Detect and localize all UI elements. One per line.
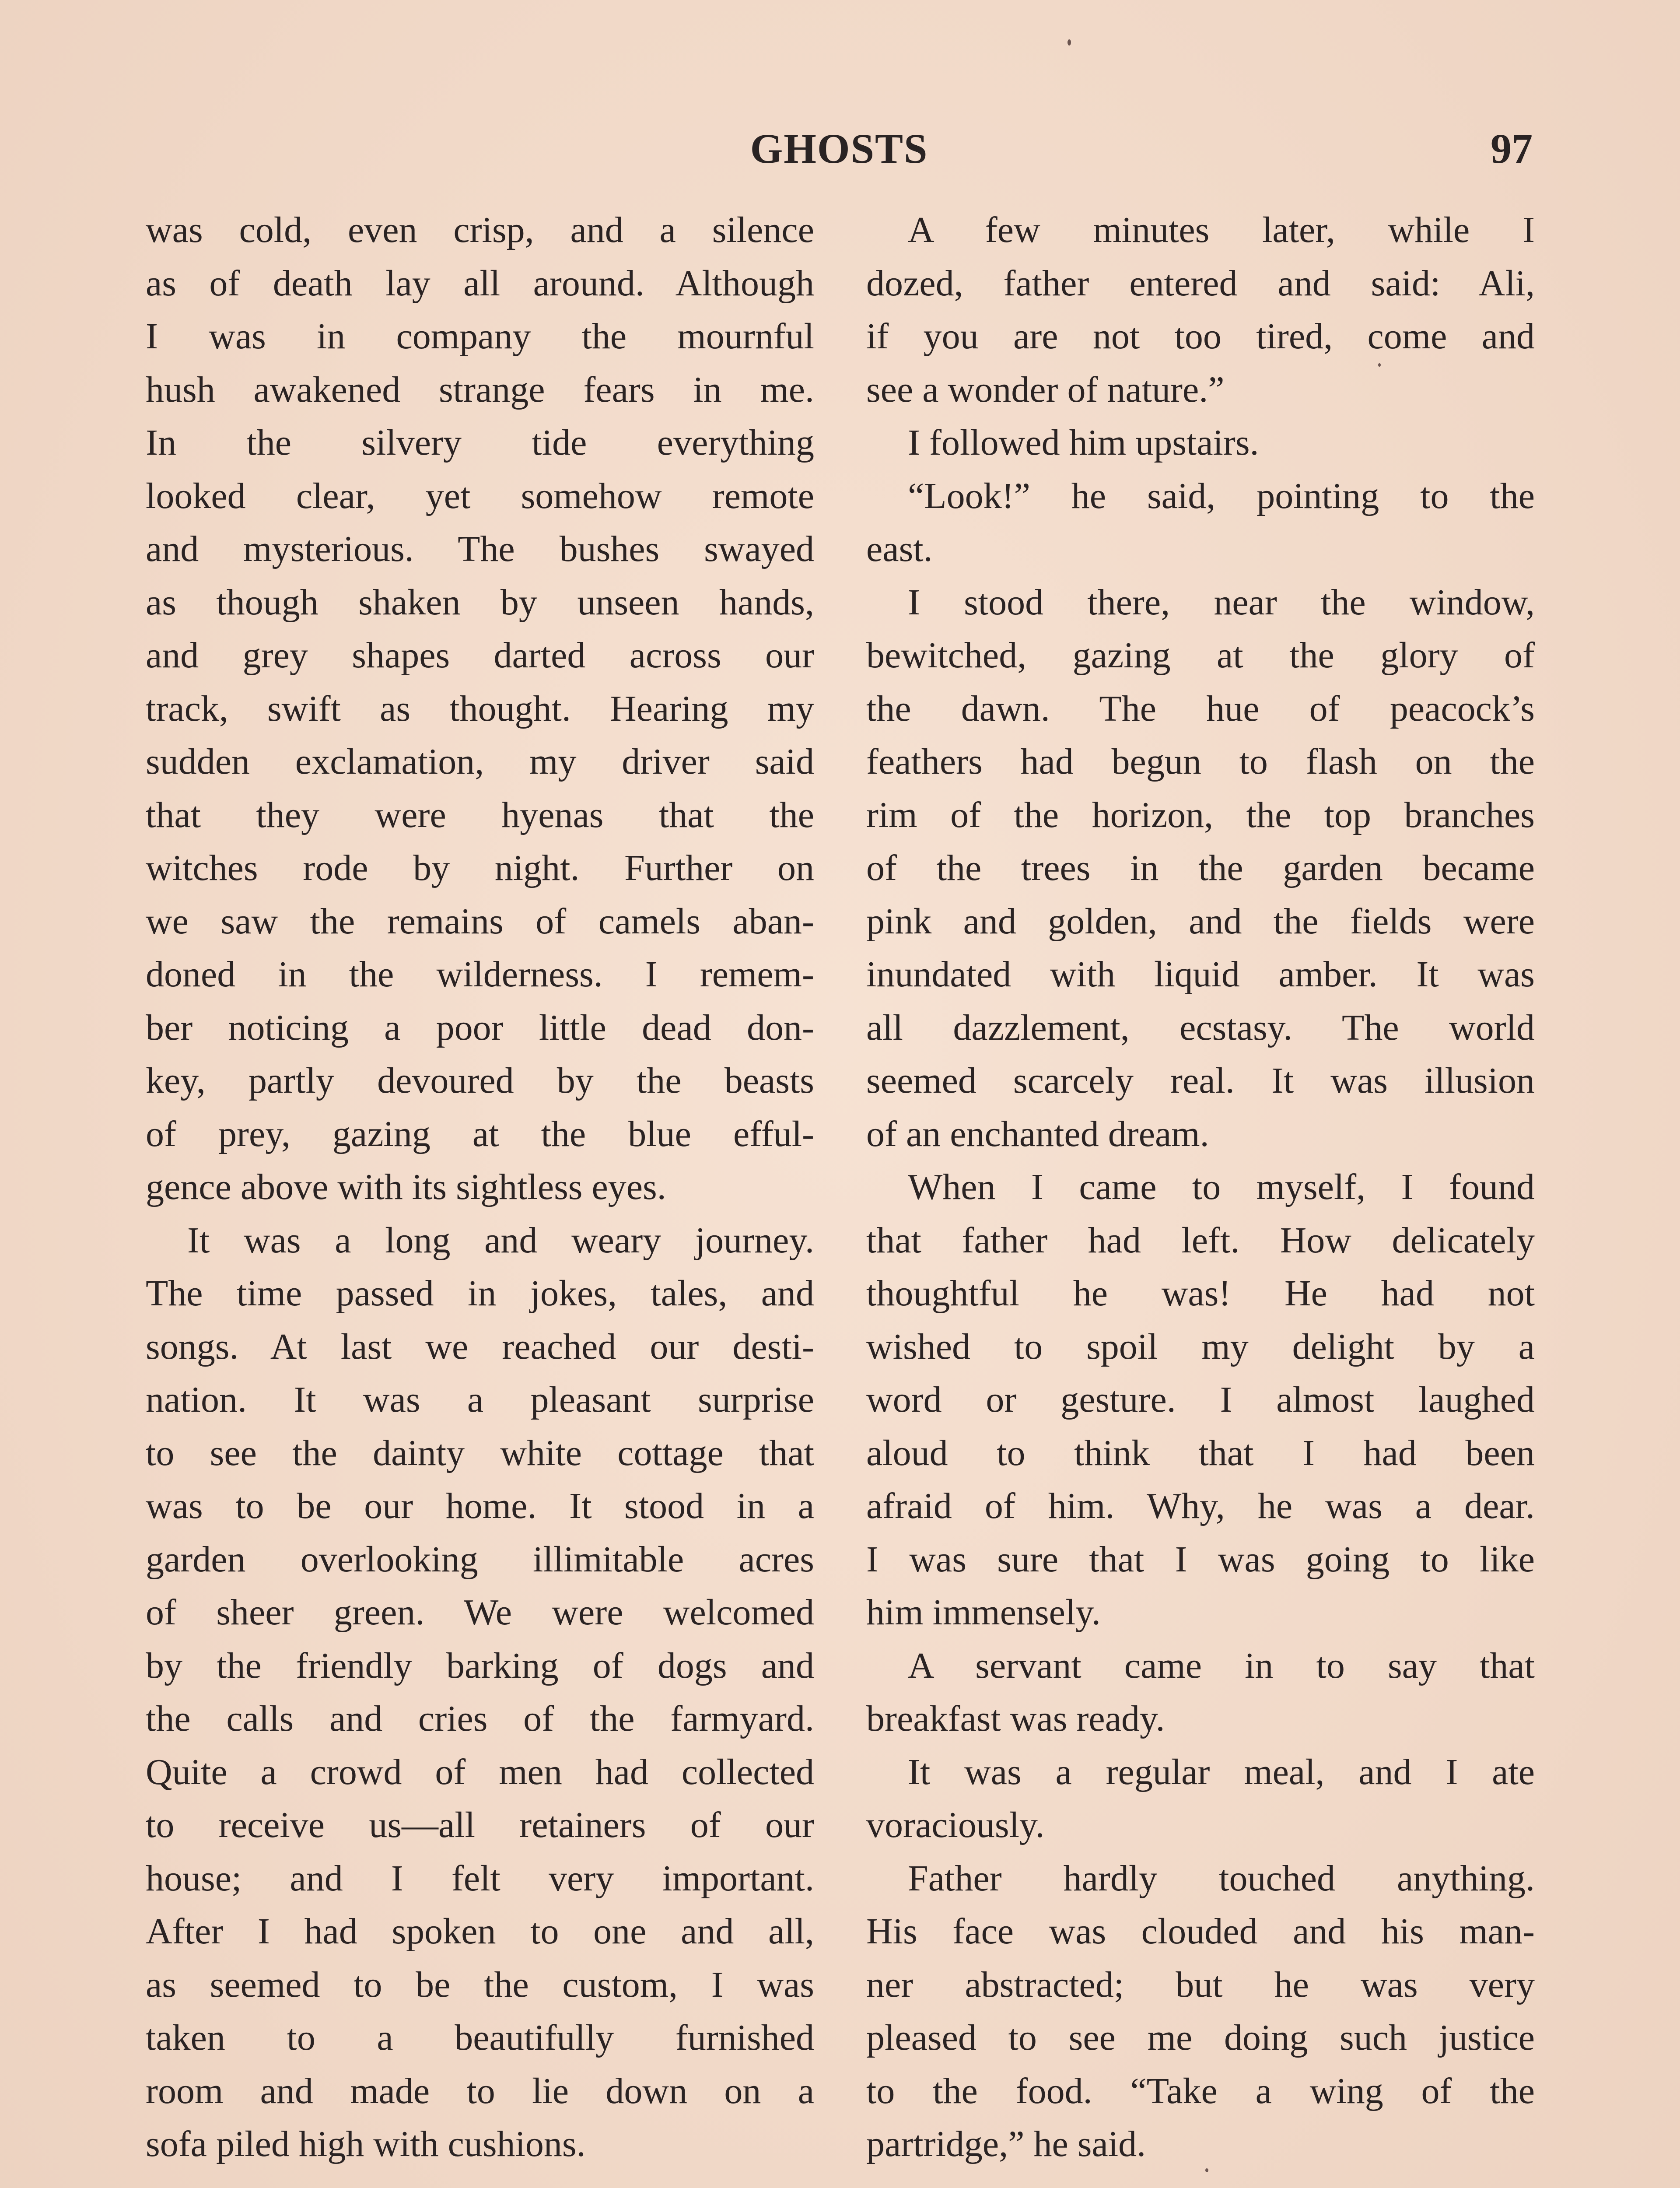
text-line: nation. It was a pleasant surprise bbox=[146, 1379, 814, 1420]
text-line: to the food. “Take a wing of the bbox=[866, 2070, 1535, 2111]
text-line: Quite a crowd of men had collected bbox=[146, 1751, 814, 1792]
text-line: witches rode by night. Further on bbox=[146, 848, 814, 888]
text-line: the dawn. The hue of peacock’s bbox=[866, 688, 1535, 729]
text-line: and grey shapes darted across our bbox=[146, 635, 814, 676]
text-line: of the trees in the garden became bbox=[866, 848, 1535, 888]
text-line: seemed scarcely real. It was illusion bbox=[866, 1060, 1535, 1101]
paragraph bbox=[866, 1161, 1535, 1639]
text-line: His face was clouded and his man- bbox=[866, 1911, 1535, 1952]
text-line: was cold, even crisp, and a silence bbox=[146, 210, 814, 250]
text-line: aloud to think that I had been bbox=[866, 1432, 1535, 1473]
text-line: It was a regular meal, and I ate bbox=[908, 1751, 1535, 1792]
text-line: all dazzlement, ecstasy. The world bbox=[866, 1007, 1535, 1048]
text-line: inundated with liquid amber. It was bbox=[866, 954, 1535, 995]
text-line: When I came to myself, I found bbox=[908, 1167, 1535, 1207]
text-line: house; and I felt very important. bbox=[146, 1858, 814, 1899]
text-line: I was in company the mournful bbox=[146, 316, 814, 357]
text-line: voraciously. bbox=[866, 1805, 1045, 1845]
paragraph bbox=[866, 470, 1535, 576]
running-head: GHOSTS bbox=[750, 125, 928, 172]
paragraph bbox=[146, 1214, 814, 2171]
text-line: that they were hyenas that the bbox=[146, 794, 814, 835]
text-line: pink and golden, and the fields were bbox=[866, 901, 1535, 942]
text-line: In the silvery tide everything bbox=[146, 422, 814, 463]
text-line: gence above with its sightless eyes. bbox=[146, 1167, 666, 1207]
text-line: pleased to see me doing such justice bbox=[866, 2017, 1535, 2058]
text-line: thoughtful he was! He had not bbox=[866, 1273, 1535, 1314]
text-line: I was sure that I was going to like bbox=[866, 1539, 1535, 1580]
paragraph bbox=[866, 1639, 1535, 1746]
text-line: see a wonder of nature.” bbox=[866, 369, 1225, 410]
text-line: as seemed to be the custom, I was bbox=[146, 1964, 814, 2005]
text-line: and mysterious. The bushes swayed bbox=[146, 529, 814, 569]
text-line: to receive us—all retainers of our bbox=[146, 1805, 814, 1845]
text-line: A servant came in to say that bbox=[908, 1645, 1535, 1686]
text-line: I stood there, near the window, bbox=[908, 582, 1535, 623]
text-line: that father had left. How delicately bbox=[866, 1220, 1535, 1261]
text-line: sudden exclamation, my driver said bbox=[146, 741, 814, 782]
text-line: I followed him upstairs. bbox=[908, 422, 1259, 463]
text-line: as though shaken by unseen hands, bbox=[146, 582, 814, 623]
text-line: word or gesture. I almost laughed bbox=[866, 1379, 1535, 1420]
text-line: the calls and cries of the farmyard. bbox=[146, 1698, 814, 1739]
text-line: garden overlooking illimitable acres bbox=[146, 1539, 814, 1580]
paragraph bbox=[866, 203, 1535, 416]
page-header bbox=[146, 123, 1533, 188]
text-line: we saw the remains of camels aban- bbox=[146, 901, 814, 942]
text-line: songs. At last we reached our desti- bbox=[146, 1326, 814, 1367]
text-line: of sheer green. We were welcomed bbox=[146, 1592, 814, 1633]
text-line: taken to a beautifully furnished bbox=[146, 2017, 814, 2058]
text-line: looked clear, yet somehow remote bbox=[146, 475, 814, 516]
text-line: east. bbox=[866, 529, 933, 569]
text-line: “Look!” he said, pointing to the bbox=[908, 475, 1535, 516]
text-line: key, partly devoured by the beasts bbox=[146, 1060, 814, 1101]
text-line: track, swift as thought. Hearing my bbox=[146, 688, 814, 729]
text-line: wished to spoil my delight by a bbox=[866, 1326, 1535, 1367]
text-line: feathers had begun to flash on the bbox=[866, 741, 1535, 782]
text-line: breakfast was ready. bbox=[866, 1698, 1165, 1739]
print-speck bbox=[1378, 363, 1381, 367]
text-line: sofa piled high with cushions. bbox=[146, 2124, 586, 2164]
text-line: doned in the wilderness. I remem- bbox=[146, 954, 814, 995]
text-line: hush awakened strange fears in me. bbox=[146, 369, 814, 410]
text-line: rim of the horizon, the top branches bbox=[866, 794, 1535, 835]
print-speck bbox=[1068, 39, 1071, 46]
text-line: partridge,” he said. bbox=[866, 2124, 1146, 2164]
paragraph bbox=[866, 1852, 1535, 2171]
text-line: room and made to lie down on a bbox=[146, 2070, 814, 2111]
text-line: afraid of him. Why, he was a dear. bbox=[866, 1486, 1535, 1526]
text-line: was to be our home. It stood in a bbox=[146, 1486, 814, 1526]
text-line: to see the dainty white cottage that bbox=[146, 1432, 814, 1473]
paragraph bbox=[866, 416, 1535, 470]
text-line: bewitched, gazing at the glory of bbox=[866, 635, 1535, 676]
paragraph bbox=[866, 1746, 1535, 1852]
text-line: Father hardly touched anything. bbox=[908, 1858, 1535, 1899]
text-line: of prey, gazing at the blue efful- bbox=[146, 1113, 814, 1154]
text-line: dozed, father entered and said: Ali, bbox=[866, 263, 1535, 304]
text-line: ner abstracted; but he was very bbox=[866, 1964, 1535, 2005]
print-speck bbox=[1205, 2168, 1208, 2172]
paragraph bbox=[866, 576, 1535, 1161]
text-line: It was a long and weary journey. bbox=[187, 1220, 814, 1261]
text-line: of an enchanted dream. bbox=[866, 1113, 1209, 1154]
right-text-column bbox=[866, 203, 1535, 2164]
page-number: 97 bbox=[1491, 125, 1533, 172]
text-line: A few minutes later, while I bbox=[908, 210, 1535, 250]
text-line: The time passed in jokes, tales, and bbox=[146, 1273, 814, 1314]
text-line: if you are not too tired, come and bbox=[866, 316, 1535, 357]
text-line: ber noticing a poor little dead don- bbox=[146, 1007, 814, 1048]
paragraph bbox=[146, 203, 814, 1214]
text-line: After I had spoken to one and all, bbox=[146, 1911, 814, 1952]
text-line: as of death lay all around. Although bbox=[146, 263, 814, 304]
text-line: by the friendly barking of dogs and bbox=[146, 1645, 814, 1686]
left-text-column bbox=[146, 203, 814, 2164]
text-line: him immensely. bbox=[866, 1592, 1101, 1633]
